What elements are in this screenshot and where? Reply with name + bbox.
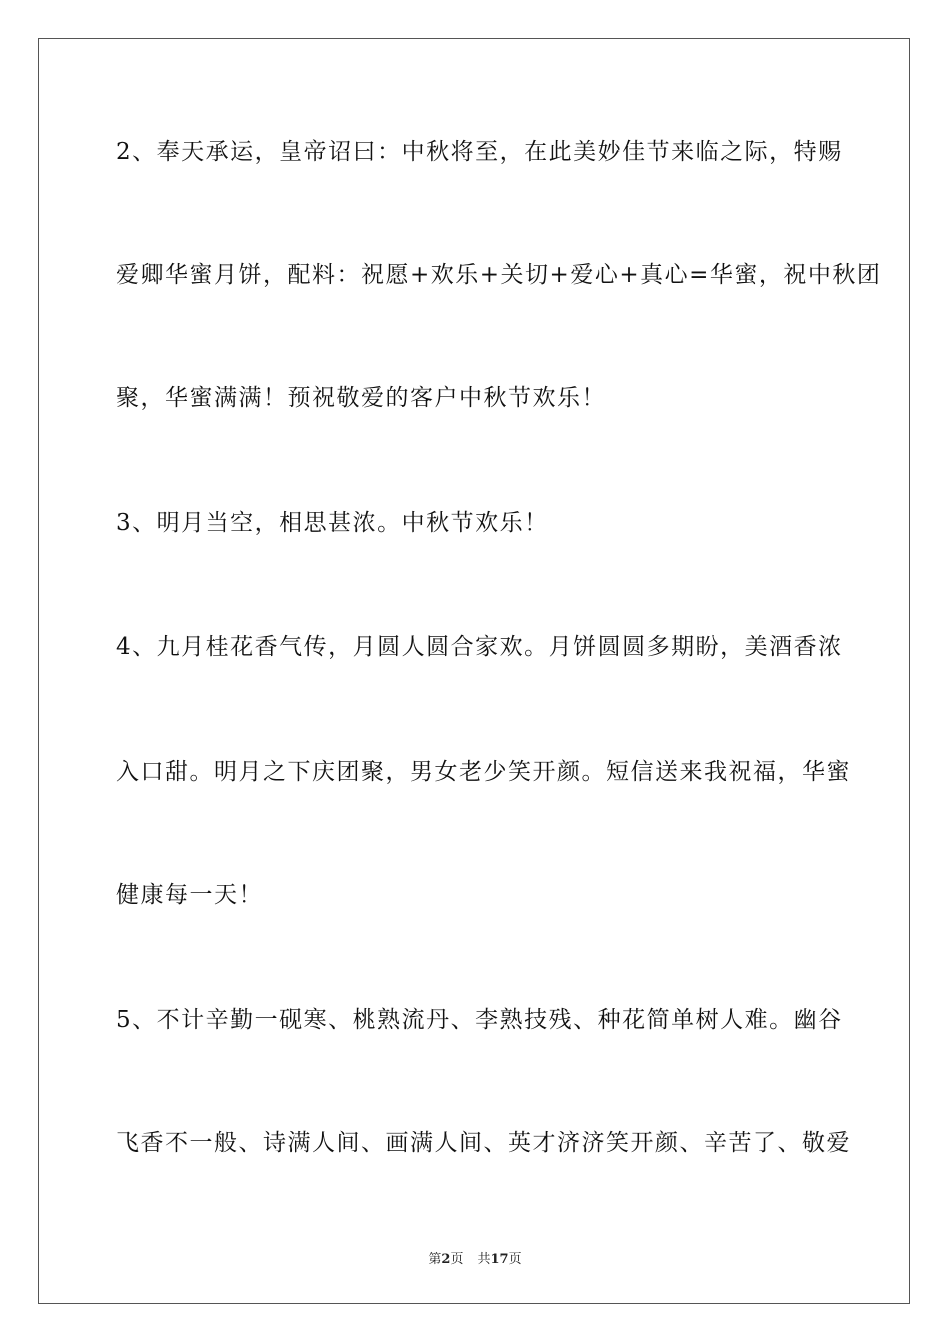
total-prefix: 共: [477, 1252, 491, 1267]
page-prefix: 第: [428, 1252, 442, 1267]
text-line-2: 爱卿华蜜月饼，配料：祝愿+欢乐+关切+爱心+真心=华蜜，祝中秋团: [116, 262, 882, 288]
page-number: 2: [441, 1252, 451, 1267]
page-border: [38, 38, 910, 1304]
text-line-8: 5、不计辛勤一砚寒、桃熟流丹、李熟技残、种花简单树人难。幽谷: [116, 1007, 843, 1033]
text-line-6: 入口甜。明月之下庆团聚，男女老少笑开颜。短信送来我祝福，华蜜: [116, 759, 851, 785]
page-footer: [0, 1248, 950, 1267]
text-line-3: 聚，华蜜满满！预祝敬爱的客户中秋节欢乐！: [116, 385, 606, 411]
page-suffix: 页: [450, 1252, 464, 1267]
text-line-4: 3、明月当空，相思甚浓。中秋节欢乐！: [116, 510, 549, 536]
total-suffix: 页: [508, 1252, 522, 1267]
total-pages: 17: [490, 1252, 509, 1267]
text-line-7: 健康每一天！: [116, 882, 263, 908]
text-line-5: 4、九月桂花香气传，月圆人圆合家欢。月饼圆圆多期盼，美酒香浓: [116, 634, 843, 660]
text-line-1: 2、奉天承运，皇帝诏曰：中秋将至，在此美妙佳节来临之际，特赐: [116, 139, 843, 165]
text-line-9: 飞香不一般、诗满人间、画满人间、英才济济笑开颜、辛苦了、敬爱: [116, 1130, 851, 1156]
